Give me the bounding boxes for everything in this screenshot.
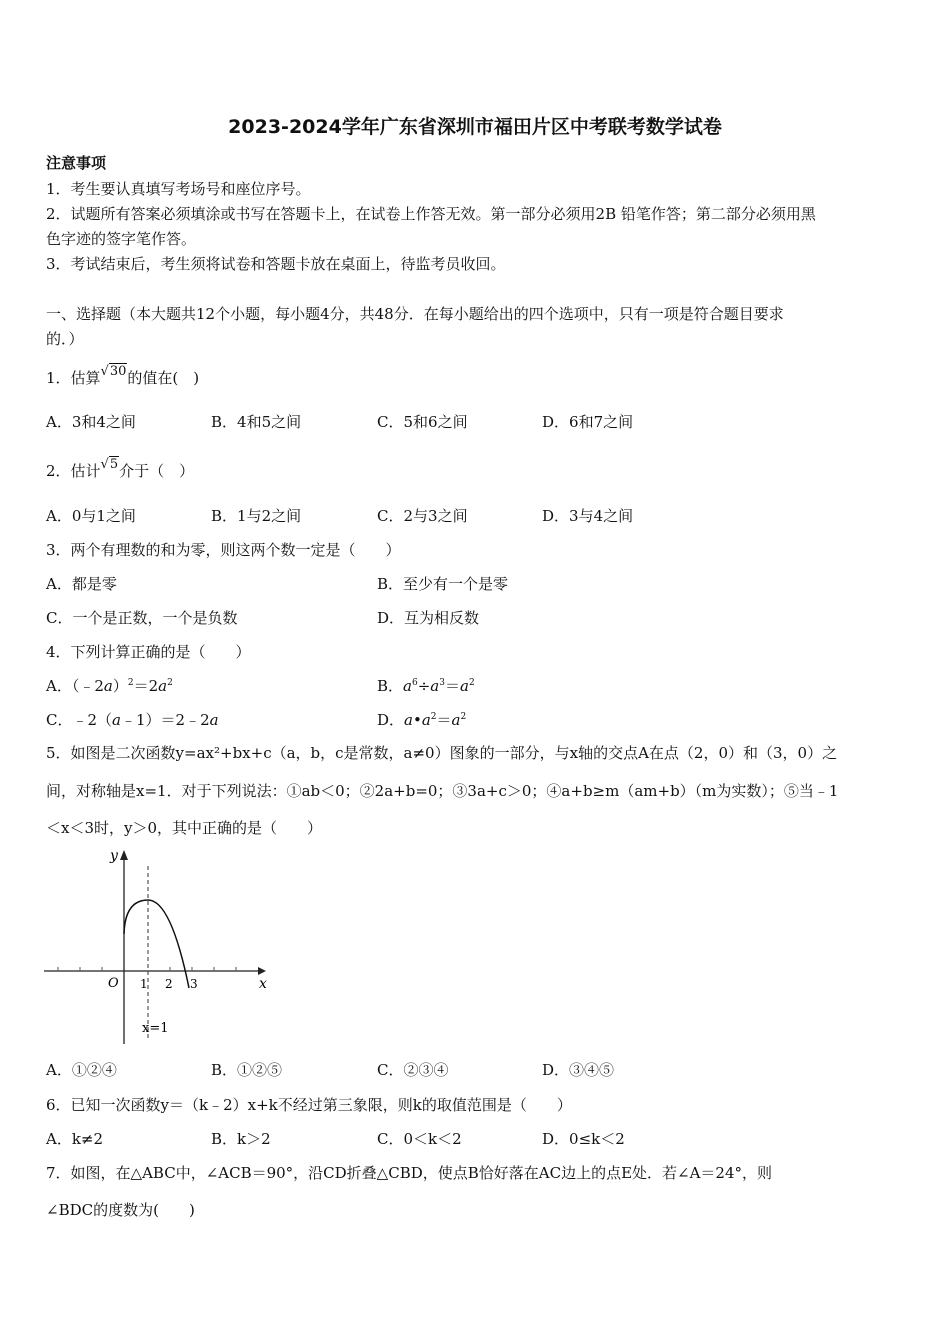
q6-option-c[interactable]: C．0＜k＜2: [377, 1130, 462, 1148]
q3-option-c[interactable]: C．一个是正数，一个是负数: [46, 609, 238, 627]
q4-option-b[interactable]: B．$a^6\div a^3=a^2$: [377, 677, 475, 695]
q5-option-b[interactable]: B．①②⑤: [211, 1061, 283, 1079]
q1-option-c[interactable]: C．5和6之间: [377, 413, 468, 431]
q2-pre: 2．估计: [46, 462, 101, 480]
q1-option-d[interactable]: D．6和7之间: [542, 413, 634, 431]
y-axis-arrow: [120, 850, 128, 860]
section-heading-cont: 的．）: [46, 330, 84, 348]
q2-option-d[interactable]: D．3与4之间: [542, 507, 634, 525]
origin-label: O: [108, 976, 119, 991]
notice-item: 3．考试结束后，考生须将试卷和答题卡放在桌面上，待监考员收回。: [46, 255, 506, 273]
notice-heading: 注意事项: [46, 154, 107, 172]
q5-option-a[interactable]: A．①②④: [46, 1061, 117, 1079]
q4-option-d[interactable]: D．$a•a^2=a^2$: [377, 711, 467, 729]
question-4: 4．下列计算正确的是（ ）: [46, 643, 251, 661]
question-3: 3．两个有理数的和为零，则这两个数一定是（ ）: [46, 541, 401, 559]
q5-option-c[interactable]: C．②③④: [377, 1061, 449, 1079]
x-axis-arrow: [258, 967, 266, 975]
q6-option-b[interactable]: B．k＞2: [211, 1130, 271, 1148]
sqrt-30: √30: [100, 364, 127, 379]
q6-option-a[interactable]: A．k≠2: [46, 1130, 104, 1148]
question-5: 5．如图是二次函数y=ax²+bx+c（a，b，c是常数，a≠0）图象的一部分，与x轴的交点A在点（2，0）和（3，0）之: [46, 744, 838, 762]
q3-option-d[interactable]: D．互为相反数: [377, 609, 480, 627]
sqrt-5: √5: [100, 457, 119, 472]
exam-title: 2023-2024学年广东省深圳市福田片区中考联考数学试卷: [228, 116, 722, 138]
question-7: 7．如图，在△ABC中，∠ACB＝90°，沿CD折叠△CBD，使点B恰好落在AC边上的点E处．若∠A＝24°，则: [46, 1164, 773, 1182]
q3-option-b[interactable]: B．至少有一个是零: [377, 575, 509, 593]
section-heading: 一、选择题（本大题共12个小题，每小题4分，共48分．在每小题给出的四个选项中，只有一项是符合题目要求: [46, 305, 784, 323]
question-7-cont: ∠BDC的度数为( ): [46, 1201, 195, 1219]
parabola-graph: [44, 848, 266, 1044]
notice-item: 2．试题所有答案必须填涂或书写在答题卡上，在试卷上作答无效。第一部分必须用2B 铅笔作答；第二部分必须用黑: [46, 205, 816, 223]
tick-label-2: 2: [165, 977, 173, 991]
tick-label-1: 1: [140, 977, 148, 991]
q4-option-c[interactable]: C．﹣2（a﹣1）＝2﹣2a: [46, 711, 219, 729]
q1-pre: 1．估算: [46, 369, 101, 387]
q2-option-c[interactable]: C．2与3之间: [377, 507, 468, 525]
q6-option-d[interactable]: D．0≤k＜2: [542, 1130, 625, 1148]
y-axis-label: y: [110, 848, 118, 864]
symmetry-axis-label: x=1: [142, 1021, 169, 1036]
notice-item: 1．考生要认真填写考场号和座位序号。: [46, 180, 311, 198]
q5-option-d[interactable]: D．③④⑤: [542, 1061, 615, 1079]
q1-option-b[interactable]: B．4和5之间: [211, 413, 302, 431]
q3-option-a[interactable]: A．都是零: [46, 575, 117, 593]
question-2: [46, 457, 194, 481]
notice-item: 色字迹的签字笔作答。: [46, 230, 197, 248]
q2-option-b[interactable]: B．1与2之间: [211, 507, 302, 525]
q2-post: 介于（ ）: [119, 462, 195, 480]
question-5-cont: ＜x＜3时，y＞0，其中正确的是（ ）: [46, 819, 323, 837]
q2-option-a[interactable]: A．0与1之间: [46, 507, 136, 525]
q4-option-a[interactable]: A．$(﹣2a)^2=2a^2$: [46, 677, 173, 695]
x-axis-label: x: [259, 976, 267, 992]
q1-post: 的值在( ): [127, 369, 200, 387]
q1-option-a[interactable]: A．3和4之间: [46, 413, 136, 431]
question-1: [46, 364, 199, 388]
question-6: 6．已知一次函数y＝（k﹣2）x+k不经过第三象限，则k的取值范围是（ ）: [46, 1096, 572, 1114]
tick-label-3: 3: [190, 977, 198, 991]
parabola-curve: [124, 900, 189, 988]
question-5-cont: 间，对称轴是x=1．对于下列说法：①ab＜0；②2a+b=0；③3a+c＞0；④a+b≥m（am+b）（m为实数）；⑤当﹣1: [46, 782, 839, 800]
